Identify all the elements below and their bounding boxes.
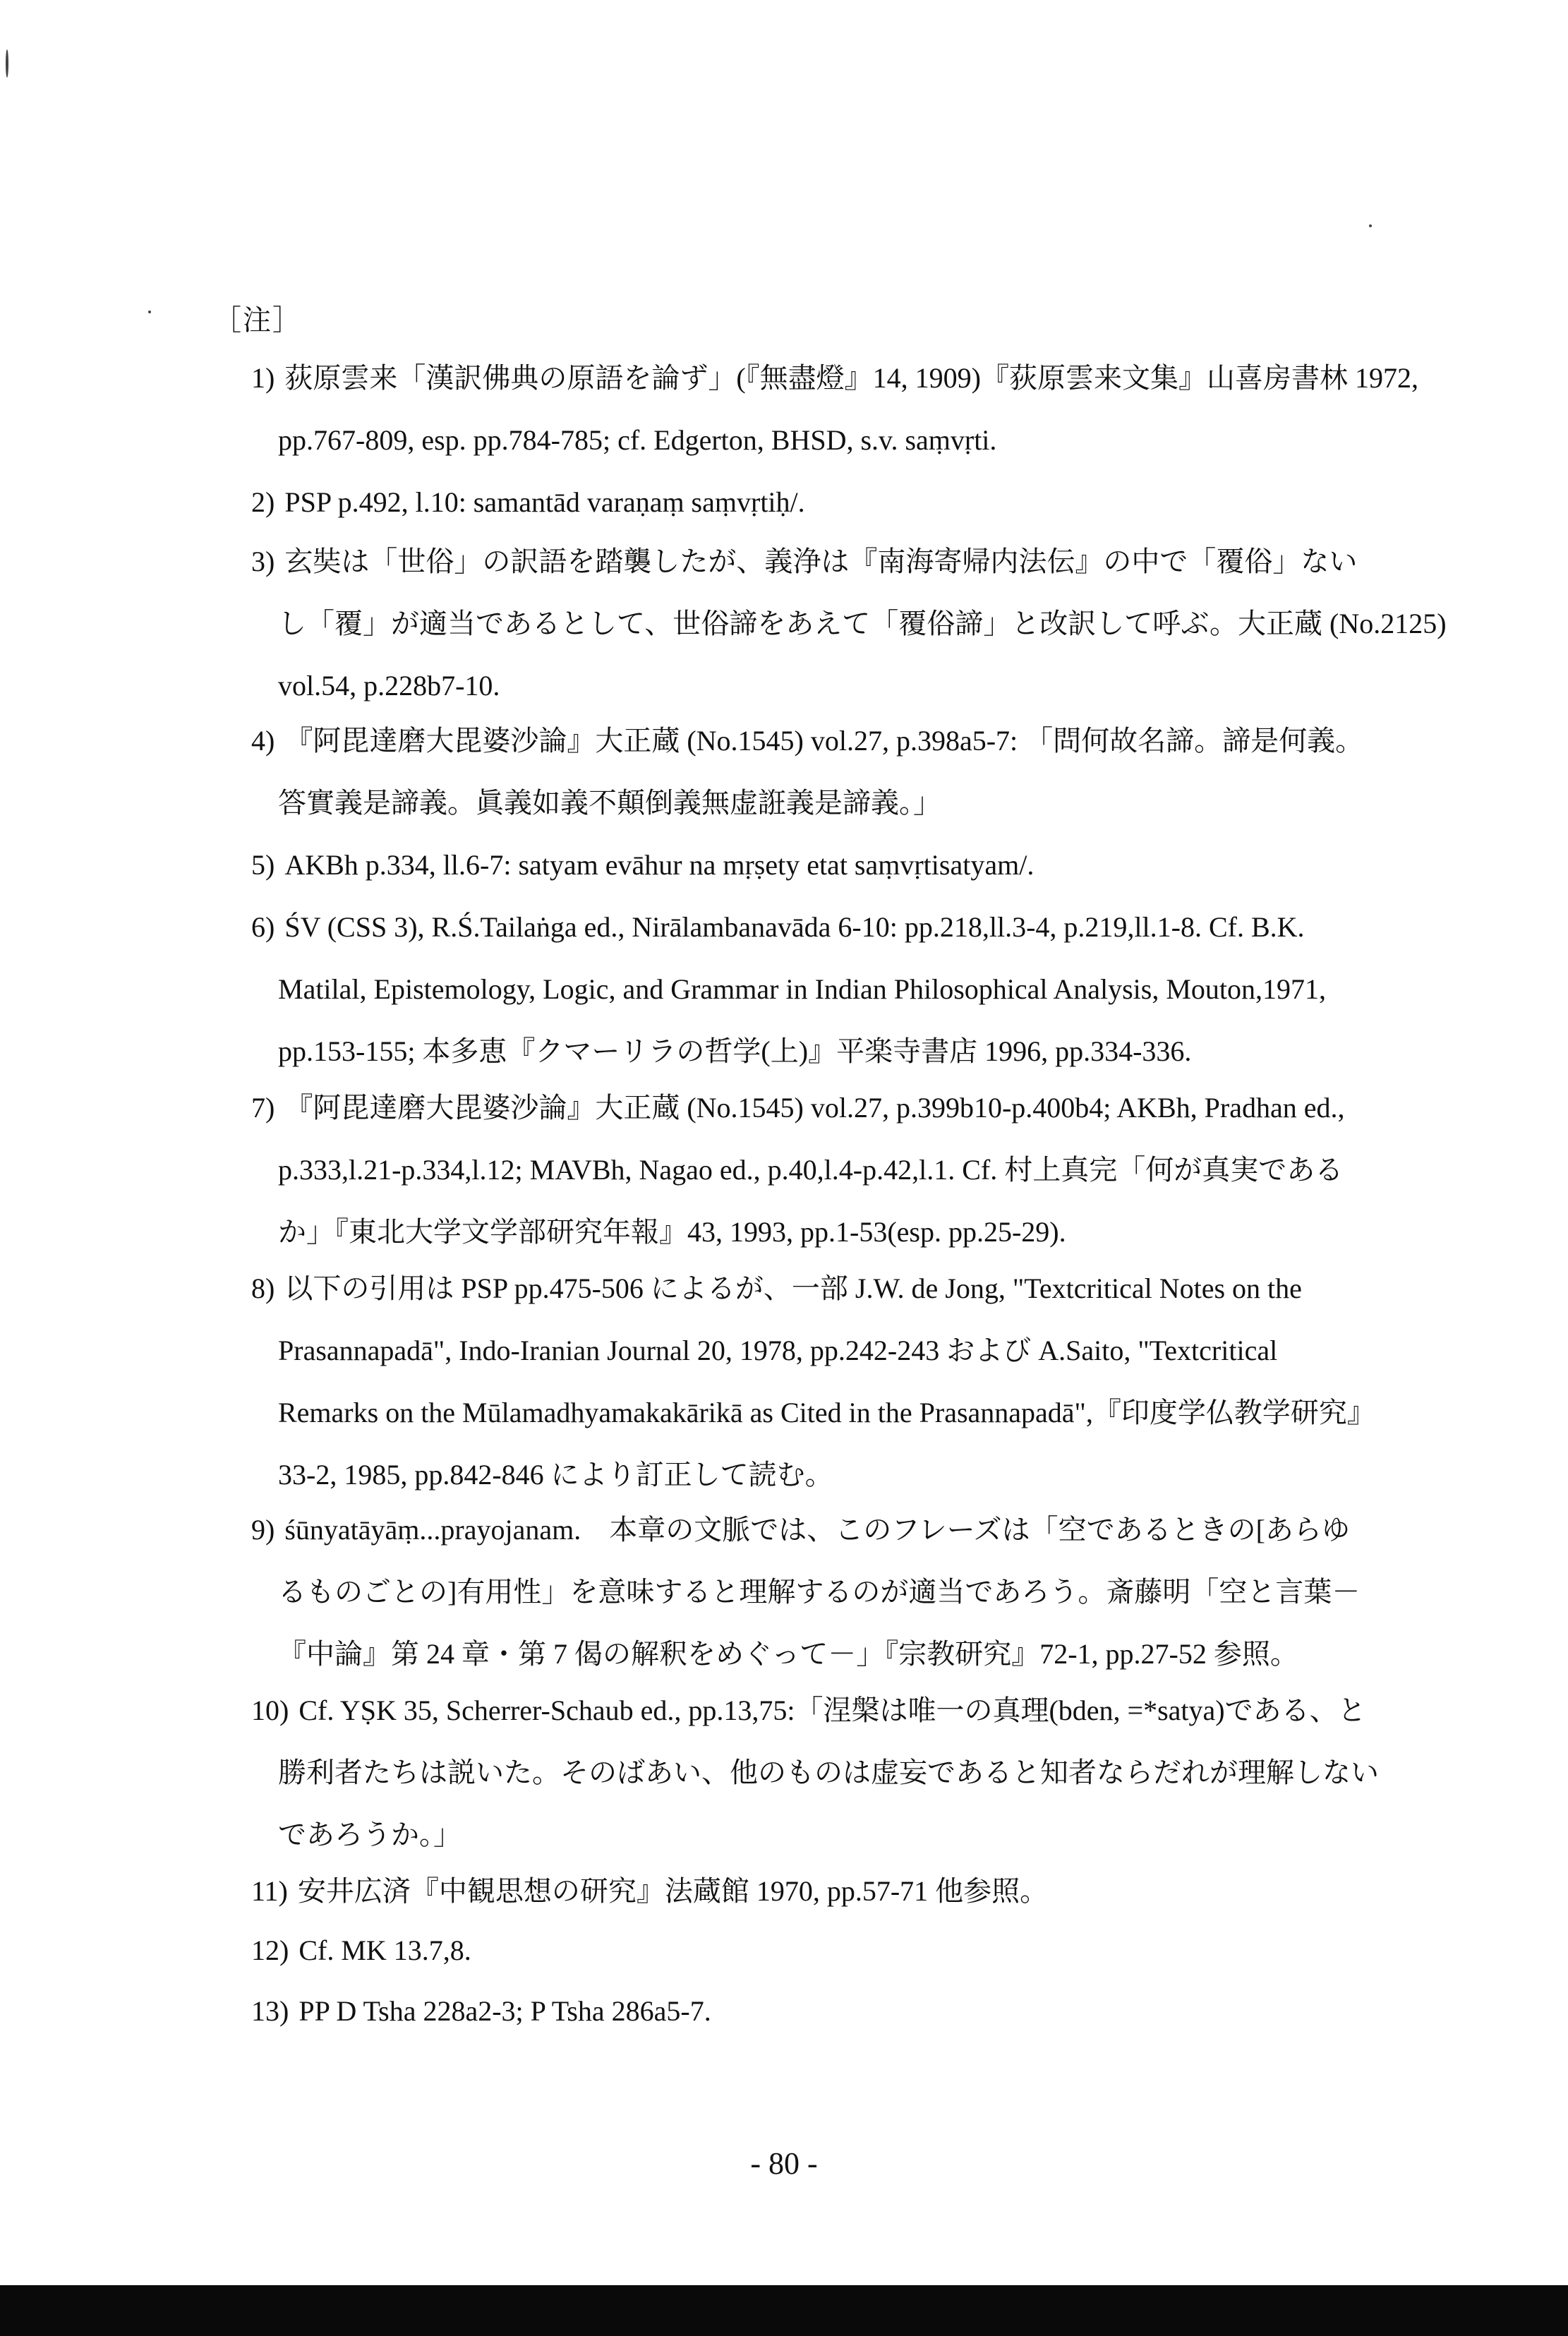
note-number: 9) bbox=[251, 1514, 275, 1546]
note-text: Remarks on the Mūlamadhyamakakārikā as Cited in the Prasannapadā",『印度学仏教学研究』 bbox=[278, 1397, 1375, 1428]
note-text: p.333,l.21-p.334,l.12; MAVBh, Nagao ed., p.40,l.4-p.42,l.1. Cf. 村上真完「何が真実である bbox=[278, 1154, 1344, 1186]
note-6 bbox=[251, 896, 1557, 1083]
note-text: ŚV (CSS 3), R.Ś.Tailaṅga ed., Nirālambanavāda 6-10: pp.218,ll.3-4, p.219,ll.1-8. Cf. B.K. bbox=[284, 911, 1305, 943]
note-number: 13) bbox=[251, 1995, 289, 2027]
note-text: Matilal, Epistemology, Logic, and Grammar in Indian Philosophical Analysis, Mouton,1971, bbox=[278, 973, 1326, 1005]
note-number: 1) bbox=[251, 362, 275, 394]
note-text: 以下の引用は PSP pp.475-506 によるが、一部 J.W. de Jong, "Textcritical Notes on the bbox=[284, 1272, 1302, 1304]
note-number: 7) bbox=[251, 1092, 275, 1124]
note-number: 5) bbox=[251, 849, 275, 881]
note-10 bbox=[251, 1680, 1557, 1866]
note-9 bbox=[251, 1499, 1557, 1685]
notes-heading: ［注］ bbox=[213, 304, 302, 336]
note-text: し「覆」が適当であるとして、世俗諦をあえて「覆俗諦」と改訳して呼ぶ。大正蔵 (No.2125) bbox=[278, 608, 1447, 639]
note-number: 6) bbox=[251, 911, 275, 943]
scan-speck bbox=[6, 49, 8, 78]
note-text: śūnyatāyāṃ...prayojanam. 本章の文脈では、このフレーズは「空であるときの[あらゆ bbox=[284, 1514, 1350, 1546]
note-4 bbox=[251, 710, 1557, 834]
note-text: PSP p.492, l.10: samantād varaṇaṃ saṃvṛtiḥ/. bbox=[284, 486, 805, 518]
note-text: 『阿毘達磨大毘婆沙論』大正蔵 (No.1545) vol.27, p.398a5-7: 「問何故名諦。諦是何義。 bbox=[284, 725, 1364, 757]
note-text: AKBh p.334, ll.6-7: satyam evāhur na mṛṣety etat saṃvṛtisatyam/. bbox=[284, 849, 1035, 881]
note-number: 3) bbox=[251, 546, 275, 577]
note-text: 安井広済『中観思想の研究』法蔵館 1970, pp.57-71 他参照。 bbox=[297, 1875, 1049, 1907]
note-8 bbox=[251, 1258, 1557, 1506]
note-text: 33-2, 1985, pp.842-846 により訂正して読む。 bbox=[278, 1459, 833, 1491]
note-number: 11) bbox=[251, 1875, 288, 1907]
note-13 bbox=[251, 1980, 1557, 2042]
note-5 bbox=[251, 834, 1557, 896]
note-12 bbox=[251, 1920, 1557, 1982]
note-text: か」『東北大学文学部研究年報』43, 1993, pp.1-53(esp. pp.25-29). bbox=[278, 1216, 1066, 1248]
note-number: 10) bbox=[251, 1694, 289, 1726]
note-text: 『阿毘達磨大毘婆沙論』大正蔵 (No.1545) vol.27, p.399b10-p.400b4; AKBh, Pradhan ed., bbox=[284, 1092, 1345, 1124]
note-text: るものごとの]有用性」を意味すると理解するのが適当であろう。斎藤明「空と言葉－ bbox=[278, 1576, 1361, 1608]
note-text: 荻原雲来「漢訳佛典の原語を論ず」(『無盡燈』14, 1909)『荻原雲来文集』山喜房書林 1972, bbox=[284, 362, 1418, 394]
note-text: であろうか。」 bbox=[278, 1819, 462, 1850]
note-number: 8) bbox=[251, 1272, 275, 1304]
page-number: - 80 - bbox=[750, 2146, 818, 2181]
scan-speck bbox=[1369, 224, 1372, 227]
note-2 bbox=[251, 471, 1557, 534]
note-number: 12) bbox=[251, 1934, 289, 1966]
note-3 bbox=[251, 531, 1557, 717]
note-text: vol.54, p.228b7-10. bbox=[278, 670, 500, 702]
note-text: pp.153-155; 本多恵『クマーリラの哲学(上)』平楽寺書店 1996, pp.334-336. bbox=[278, 1035, 1192, 1067]
note-11 bbox=[251, 1860, 1557, 1922]
note-text: Cf. MK 13.7,8. bbox=[298, 1934, 471, 1966]
note-text: PP D Tsha 228a2-3; P Tsha 286a5-7. bbox=[298, 1995, 711, 2027]
note-text: Cf. YṢK 35, Scherrer-Schaub ed., pp.13,75:「涅槃は唯一の真理(bden, =*satya)である、と bbox=[298, 1694, 1366, 1726]
note-number: 2) bbox=[251, 486, 275, 518]
note-text: 玄奘は「世俗」の訳語を踏襲したが、義浄は『南海寄帰内法伝』の中で「覆俗」ない bbox=[284, 546, 1358, 577]
note-text: Prasannapadā", Indo-Iranian Journal 20, 1978, pp.242-243 および A.Saito, "Textcritical bbox=[278, 1335, 1278, 1366]
scan-speck bbox=[148, 311, 151, 313]
note-7 bbox=[251, 1077, 1557, 1263]
note-1 bbox=[251, 347, 1557, 471]
note-text: 答實義是諦義。眞義如義不顛倒義無虚誑義是諦義。」 bbox=[278, 787, 941, 819]
scan-bottom-edge bbox=[0, 2285, 1568, 2336]
note-text: pp.767-809, esp. pp.784-785; cf. Edgerton, BHSD, s.v. saṃvṛti. bbox=[278, 424, 997, 456]
note-number: 4) bbox=[251, 725, 275, 757]
note-text: 勝利者たちは説いた。そのばあい、他のものは虚妄であると知者ならだれが理解しない bbox=[278, 1757, 1379, 1788]
note-text: 『中論』第 24 章・第 7 偈の解釈をめぐって－」『宗教研究』72-1, pp.27-52 参照。 bbox=[278, 1638, 1298, 1670]
